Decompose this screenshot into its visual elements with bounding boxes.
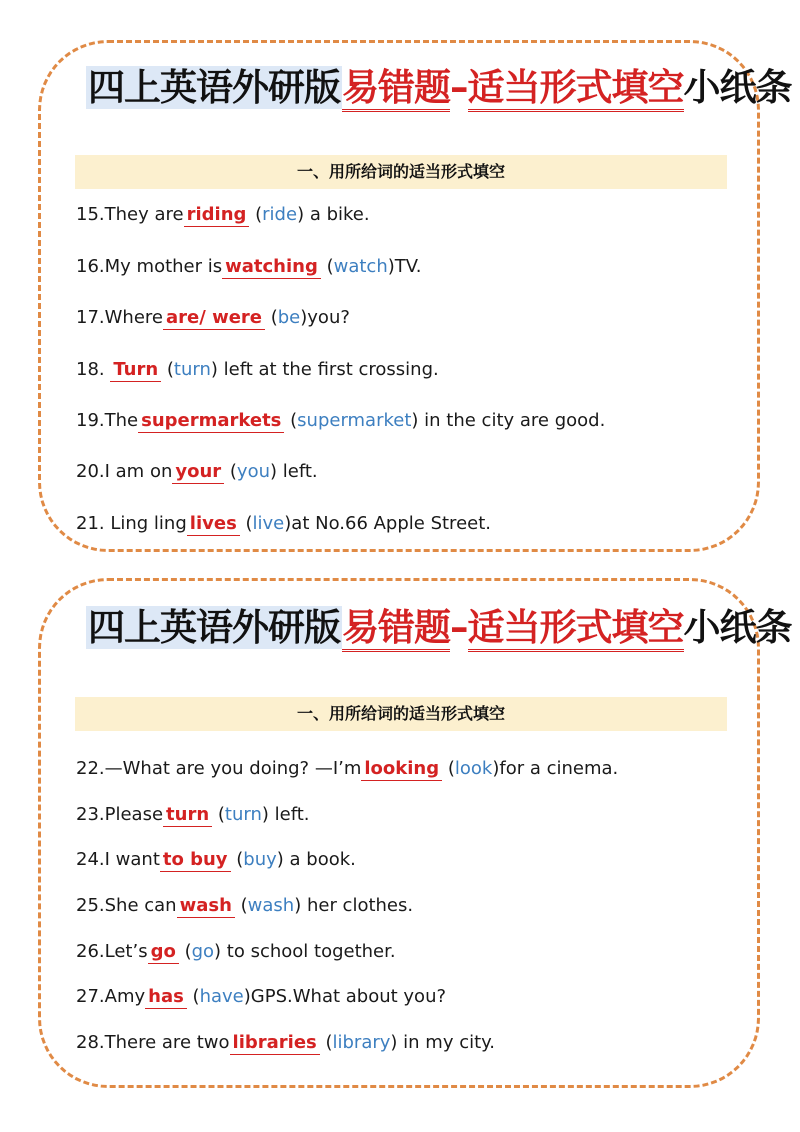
card-title	[86, 55, 792, 121]
answer: Turn	[110, 359, 161, 382]
answer: supermarkets	[138, 410, 284, 433]
exercise-item	[76, 357, 439, 383]
exercise-item	[76, 756, 618, 782]
item-suffix: at No.66 Apple Street.	[291, 513, 491, 534]
item-prefix: 16.My mother is	[76, 256, 223, 277]
answer: to buy	[160, 849, 231, 872]
answer: libraries	[230, 1032, 320, 1055]
exercise-item	[76, 202, 370, 228]
hint-word: library	[332, 1032, 391, 1053]
item-suffix: a book.	[283, 849, 356, 870]
hint-word: buy	[243, 849, 277, 870]
item-prefix: 17.Where	[76, 307, 163, 328]
close-paren: )	[276, 849, 284, 870]
item-suffix: her clothes.	[301, 895, 414, 916]
hint-word: turn	[224, 804, 262, 825]
item-suffix: for a cinema.	[499, 758, 619, 779]
close-paren: )	[411, 410, 419, 431]
item-suffix: in the city are good.	[418, 410, 606, 431]
open-paren: (	[249, 204, 263, 225]
open-paren: (	[224, 461, 237, 482]
exercise-item	[76, 893, 413, 919]
close-paren: )	[284, 513, 292, 534]
item-prefix: 26.Let’s	[76, 941, 148, 962]
item-suffix: left.	[277, 461, 318, 482]
close-paren: )	[492, 758, 500, 779]
answer: has	[145, 986, 187, 1009]
exercise-card-1	[38, 40, 792, 552]
title-end: 小纸条	[683, 66, 792, 109]
close-paren: )	[210, 359, 218, 380]
answer: looking	[361, 758, 442, 781]
exercise-item	[76, 939, 396, 965]
exercise-item	[76, 408, 605, 434]
close-paren: )	[390, 1032, 398, 1053]
title-end: 小纸条	[683, 606, 792, 649]
close-paren: )	[214, 941, 222, 962]
title-red-1: 易错题	[342, 606, 450, 652]
open-paren: (	[284, 410, 298, 431]
title-red-2: 适当形式填空	[468, 66, 684, 112]
exercise-item	[76, 847, 356, 873]
hint-word: look	[454, 758, 493, 779]
hint-word: have	[199, 986, 244, 1007]
item-prefix: 27.Amy	[76, 986, 146, 1007]
open-paren: (	[178, 941, 192, 962]
open-paren: (	[442, 758, 455, 779]
section-heading: 一、用所给词的适当形式填空	[75, 155, 727, 189]
item-prefix: 28.There are two	[76, 1032, 230, 1053]
card-title	[86, 595, 792, 661]
answer: watching	[222, 256, 321, 279]
item-prefix: 21. Ling ling	[76, 513, 187, 534]
answer: lives	[187, 513, 240, 536]
answer: turn	[163, 804, 212, 827]
title-dash: –	[450, 66, 468, 109]
close-paren: )	[387, 256, 395, 277]
exercise-item	[76, 459, 318, 485]
hint-word: you	[236, 461, 270, 482]
hint-word: watch	[333, 256, 388, 277]
title-plain: 四上英语外研版	[88, 66, 340, 109]
hint-word: ride	[262, 204, 298, 225]
title-plain: 四上英语外研版	[88, 606, 340, 649]
item-prefix: 18.	[76, 359, 111, 380]
hint-word: go	[191, 941, 215, 962]
item-suffix: GPS.What about you?	[250, 986, 447, 1007]
open-paren: (	[234, 895, 248, 916]
open-paren: (	[230, 849, 244, 870]
item-prefix: 19.The	[76, 410, 139, 431]
item-prefix: 20.I am on	[76, 461, 173, 482]
item-suffix: left at the first crossing.	[217, 359, 439, 380]
close-paren: )	[294, 895, 302, 916]
title-red-1: 易错题	[342, 66, 450, 112]
close-paren: )	[261, 804, 269, 825]
hint-word: live	[252, 513, 285, 534]
exercise-card-2	[38, 578, 792, 1088]
open-paren: (	[265, 307, 278, 328]
hint-word: be	[277, 307, 301, 328]
title-dash: –	[450, 606, 468, 649]
item-suffix: a bike.	[304, 204, 370, 225]
item-suffix: you?	[307, 307, 350, 328]
item-prefix: 24.I want	[76, 849, 160, 870]
close-paren: )	[300, 307, 308, 328]
section-heading: 一、用所给词的适当形式填空	[75, 697, 727, 731]
exercise-item	[76, 511, 491, 537]
hint-word: wash	[247, 895, 295, 916]
open-paren: (	[320, 256, 334, 277]
exercise-item	[76, 984, 446, 1010]
item-prefix: 15.They are	[76, 204, 184, 225]
item-suffix: left.	[268, 804, 310, 825]
item-suffix: to school together.	[221, 941, 396, 962]
exercise-item	[76, 802, 310, 828]
close-paren: )	[297, 204, 305, 225]
hint-word: turn	[173, 359, 211, 380]
open-paren: (	[186, 986, 200, 1007]
open-paren: (	[319, 1032, 333, 1053]
item-prefix: 23.Please	[76, 804, 164, 825]
answer: riding	[184, 204, 250, 227]
open-paren: (	[239, 513, 253, 534]
close-paren: )	[270, 461, 278, 482]
exercise-item	[76, 254, 421, 280]
answer: are/ were	[163, 307, 265, 330]
open-paren: (	[161, 359, 174, 380]
open-paren: (	[212, 804, 225, 825]
hint-word: supermarket	[297, 410, 412, 431]
exercise-item	[76, 1030, 495, 1056]
answer: go	[148, 941, 179, 964]
answer: wash	[177, 895, 235, 918]
close-paren: )	[243, 986, 251, 1007]
item-prefix: 22.—What are you doing? —I’m	[76, 758, 362, 779]
answer: your	[172, 461, 224, 484]
item-prefix: 25.She can	[76, 895, 177, 916]
item-suffix: in my city.	[397, 1032, 495, 1053]
exercise-item	[76, 305, 350, 331]
item-suffix: TV.	[394, 256, 422, 277]
title-red-2: 适当形式填空	[468, 606, 684, 652]
